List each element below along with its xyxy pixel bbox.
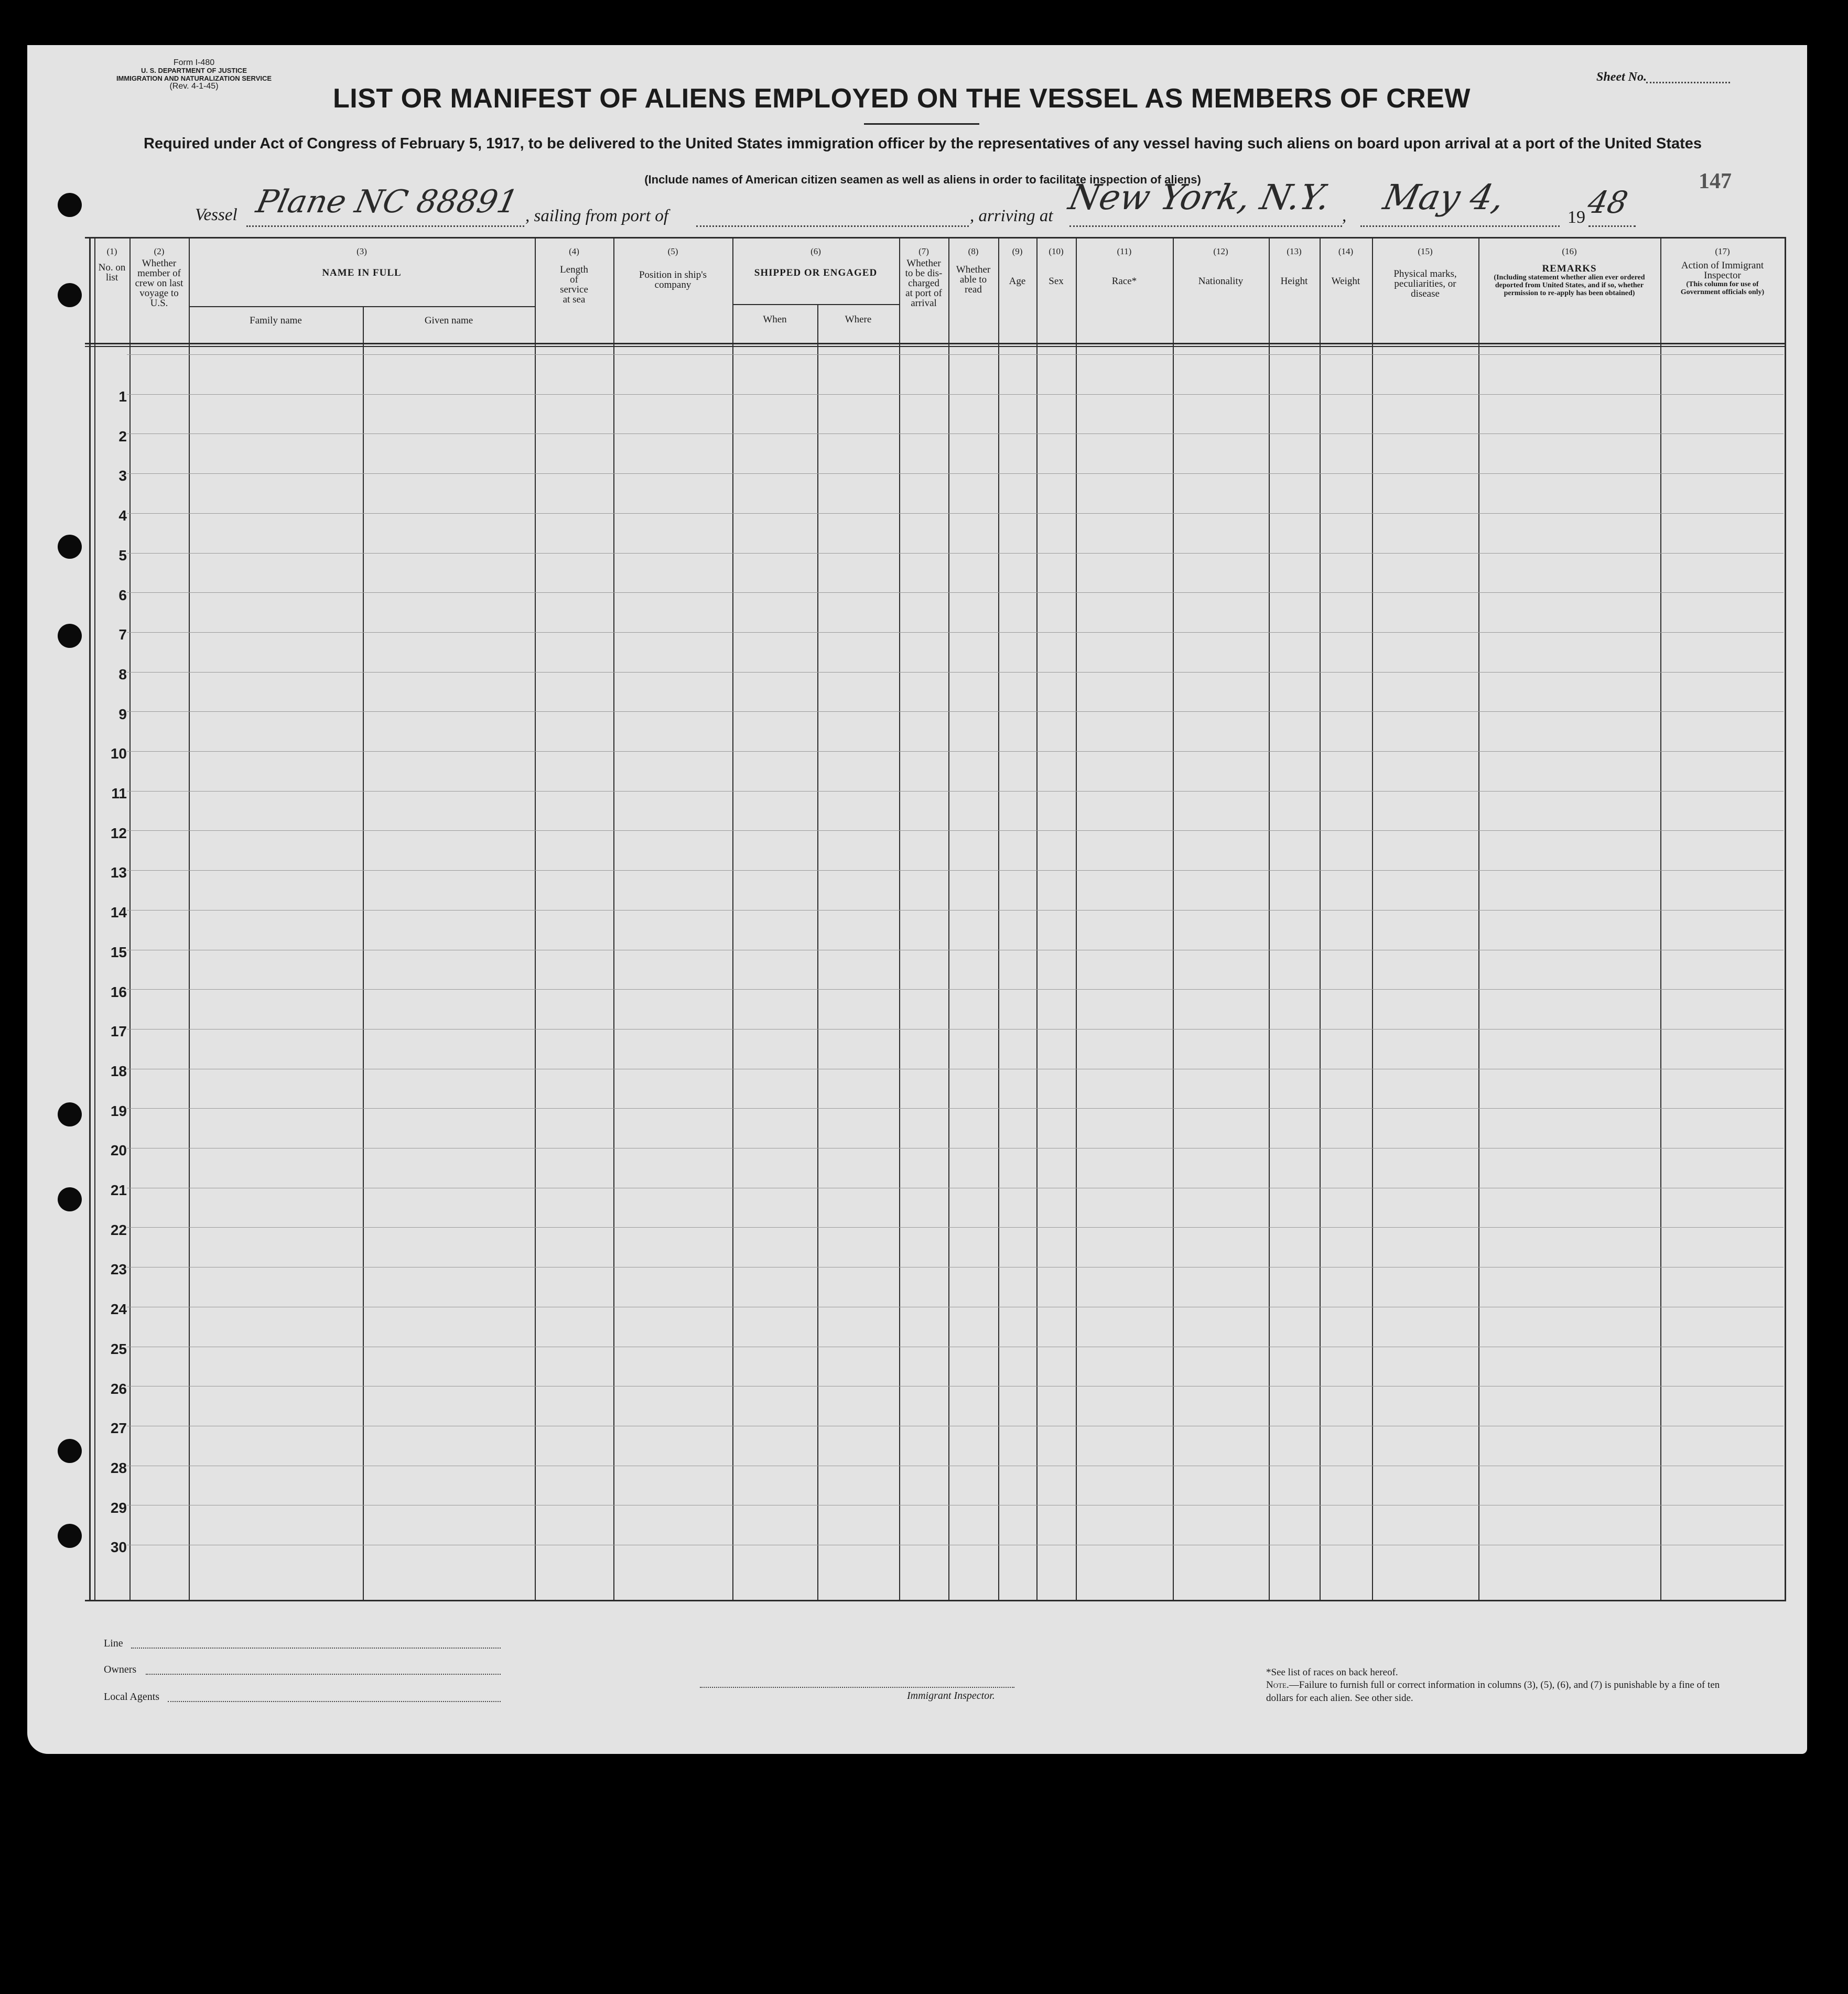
- row-number: 5: [118, 547, 127, 563]
- row-number: 7: [118, 626, 127, 643]
- col-8-label: Whether able to read: [956, 264, 991, 295]
- col-1-header: [94, 246, 129, 283]
- service-name: IMMIGRATION AND NATURALIZATION SERVICE: [116, 74, 272, 82]
- col-5-number: (5): [667, 246, 678, 256]
- col-7-number: (7): [918, 246, 929, 256]
- given-name-subheader: Given name: [424, 315, 473, 326]
- col-4-number: (4): [569, 246, 579, 256]
- column-rule: [1478, 237, 1479, 1600]
- column-rule: [1785, 237, 1786, 1600]
- col-10-number: (10): [1049, 246, 1064, 256]
- row-rule: [127, 1108, 1784, 1109]
- column-rule: [89, 237, 91, 1600]
- punch-hole: [58, 1187, 82, 1211]
- col-9-header: [998, 246, 1036, 286]
- col-3-number: (3): [356, 246, 367, 256]
- col-15-header: [1372, 246, 1478, 299]
- col-10-label: Sex: [1049, 276, 1064, 287]
- line-label: Line: [104, 1638, 123, 1649]
- row-number: 24: [110, 1301, 127, 1318]
- page-title: LIST OR MANIFEST OF ALIENS EMPLOYED ON THE VESSEL AS MEMBERS OF CREW: [333, 83, 1471, 114]
- where-subheader: Where: [845, 314, 872, 325]
- punch-hole: [58, 193, 82, 217]
- vessel-label: Vessel: [195, 205, 237, 224]
- title-underline: [864, 123, 979, 125]
- col-8-header: [948, 246, 998, 295]
- col-11-header: [1076, 246, 1173, 286]
- row-number: 18: [110, 1063, 127, 1079]
- col-8-number: (8): [968, 246, 979, 256]
- row-rule: [127, 989, 1784, 990]
- year-field-line: [1588, 225, 1636, 227]
- row-number: 2: [118, 428, 127, 445]
- col-17-label: Action of Immigrant Inspector: [1681, 260, 1764, 281]
- when-subheader: When: [763, 314, 787, 325]
- row-rule: [127, 632, 1784, 633]
- col-3-label: NAME IN FULL: [322, 267, 402, 278]
- row-number: 13: [110, 864, 127, 881]
- requirement-text: Required under Act of Congress of February 5, 1917, to be delivered to the United States immigration officer by the representatives of any vessel having such aliens on board upon arrival at a port of the United States: [143, 135, 1702, 152]
- date-field-line: [1360, 225, 1560, 227]
- col-16-header: [1478, 246, 1660, 297]
- column-rule: [1173, 237, 1174, 1600]
- row-rule: [127, 751, 1784, 752]
- column-rule: [732, 237, 733, 1600]
- owners-label: Owners: [104, 1664, 137, 1675]
- table-bottom-rule: [85, 1600, 1786, 1601]
- department-name: U. S. DEPARTMENT OF JUSTICE: [141, 67, 247, 74]
- row-rule: [127, 870, 1784, 871]
- col-9-label: Age: [1009, 276, 1026, 287]
- header-bottom-rule: [85, 343, 1786, 344]
- arrival-year-field[interactable]: 48: [1584, 185, 1631, 220]
- col-12-number: (12): [1213, 246, 1228, 256]
- row-rule: [127, 672, 1784, 673]
- col-5-header: [613, 246, 732, 290]
- family-name-subheader: Family name: [250, 315, 302, 326]
- row-rule: [127, 830, 1784, 831]
- column-rule: [189, 237, 190, 1600]
- col-6-header: [732, 246, 899, 278]
- line-field[interactable]: [131, 1648, 501, 1649]
- shipped-subheader-rule: [732, 304, 899, 305]
- punch-hole: [58, 1439, 82, 1463]
- row-number: 4: [118, 507, 127, 524]
- row-rule: [127, 394, 1784, 395]
- table-top-rule: [85, 237, 1786, 239]
- owners-field[interactable]: [146, 1674, 501, 1675]
- col-16-note: (Including statement whether alien ever ordered deported from United States, and if so, whether permission to re-apply has been obtained): [1494, 274, 1645, 297]
- sheet-number-field[interactable]: [1646, 82, 1730, 83]
- column-rule: [1660, 237, 1661, 1600]
- vessel-field-line: [246, 225, 524, 227]
- col-16-number: (16): [1562, 246, 1577, 256]
- col-10-header: [1036, 246, 1076, 286]
- col-11-label: Race*: [1111, 276, 1137, 287]
- sailing-label: , sailing from port of: [525, 207, 668, 225]
- column-rule: [998, 237, 999, 1600]
- row-number: 3: [118, 468, 127, 484]
- row-number: 16: [110, 983, 127, 1000]
- col-14-number: (14): [1338, 246, 1354, 256]
- local-agents-field[interactable]: [168, 1701, 501, 1702]
- col-13-header: [1269, 246, 1320, 286]
- row-rule: [127, 354, 1784, 355]
- column-rule: [535, 237, 536, 1600]
- row-number: 27: [110, 1420, 127, 1437]
- arriving-port-field[interactable]: New York, N.Y.: [1065, 177, 1334, 218]
- form-revision: (Rev. 4-1-45): [169, 82, 219, 91]
- year-prefix: 19: [1568, 208, 1585, 227]
- inspector-signature-field[interactable]: [700, 1687, 1014, 1688]
- column-rule: [1320, 237, 1321, 1600]
- arriving-field-line: [1069, 225, 1342, 227]
- col-7-label: Whether to be dis-charged at port of arrival: [905, 258, 943, 309]
- col-12-header: [1173, 246, 1269, 286]
- row-rule: [127, 791, 1784, 792]
- row-number: 14: [110, 904, 127, 921]
- row-number: 1: [118, 388, 127, 405]
- arrival-date-field[interactable]: May 4,: [1379, 177, 1508, 218]
- row-number: 17: [110, 1023, 127, 1040]
- row-rule: [127, 513, 1784, 514]
- row-number: 11: [111, 785, 127, 801]
- col-14-header: [1320, 246, 1372, 286]
- column-rule: [1269, 237, 1270, 1600]
- row-number: 8: [118, 666, 127, 682]
- col-7-header: [899, 246, 948, 308]
- local-agents-label: Local Agents: [104, 1691, 160, 1703]
- row-rule: [127, 473, 1784, 474]
- row-number: 21: [110, 1182, 127, 1198]
- column-rule: [817, 304, 818, 1600]
- row-number: 28: [110, 1459, 127, 1476]
- page-number: 147: [1699, 169, 1732, 193]
- punch-hole: [58, 1524, 82, 1548]
- header-bottom-rule-2: [85, 346, 1786, 347]
- row-number: 20: [110, 1142, 127, 1159]
- note-label: Note.: [1266, 1679, 1289, 1690]
- col-13-number: (13): [1287, 246, 1302, 256]
- note-text: —Failure to furnish full or correct information in columns (3), (5), (6), and (7) is punishable by a fine of ten dollars for each alien. See other side.: [1266, 1679, 1720, 1704]
- punch-hole: [58, 535, 82, 559]
- row-number: 29: [110, 1499, 127, 1516]
- column-rule: [1372, 237, 1373, 1600]
- col-4-label: Length of service at sea: [560, 264, 588, 305]
- row-number: 25: [110, 1340, 127, 1357]
- col-17-header: [1660, 246, 1785, 296]
- col-2-label: Whether member of crew on last voyage to U.S.: [135, 258, 183, 309]
- punch-hole: [58, 1102, 82, 1126]
- column-rule: [899, 237, 900, 1600]
- column-rule: [1036, 237, 1038, 1600]
- column-rule: [363, 306, 364, 1600]
- name-subheader-rule: [189, 306, 535, 307]
- inspector-label: Immigrant Inspector.: [907, 1690, 995, 1702]
- row-rule: [127, 910, 1784, 911]
- col-2-number: (2): [154, 246, 165, 256]
- col-1-label: No. on list: [98, 262, 126, 283]
- col-15-label: Physical marks, peculiarities, or disease: [1393, 268, 1457, 299]
- col-9-number: (9): [1012, 246, 1023, 256]
- col-15-number: (15): [1418, 246, 1433, 256]
- form-number: Form I-480: [173, 58, 215, 67]
- col-6-number: (6): [810, 246, 821, 256]
- col-13-label: Height: [1280, 276, 1308, 287]
- row-rule: [127, 1227, 1784, 1228]
- col-11-number: (11): [1117, 246, 1132, 256]
- row-number: 22: [110, 1221, 127, 1238]
- col-16-label: REMARKS: [1542, 263, 1597, 274]
- col-4-header: [535, 246, 613, 305]
- row-number: 12: [110, 825, 127, 841]
- row-number: 10: [110, 745, 127, 762]
- penalty-note: [1266, 1678, 1738, 1705]
- punch-hole: [58, 624, 82, 648]
- row-number: 9: [118, 706, 127, 722]
- row-number: 19: [110, 1102, 127, 1119]
- row-number: 6: [118, 587, 127, 603]
- row-number: 15: [110, 944, 127, 960]
- races-note: *See list of races on back hereof.: [1266, 1667, 1398, 1678]
- col-12-label: Nationality: [1198, 276, 1244, 287]
- col-3-header: [189, 246, 535, 278]
- punch-hole: [58, 283, 82, 307]
- row-number: 30: [110, 1539, 127, 1556]
- arriving-comma: ,: [1342, 207, 1347, 225]
- row-number: 23: [110, 1261, 127, 1278]
- col-5-label: Position in ship's company: [639, 269, 707, 290]
- column-rule: [613, 237, 614, 1600]
- col-14-label: Weight: [1331, 276, 1360, 287]
- include-note: (Include names of American citizen seamen as well as aliens in order to facilitate inspection of aliens): [644, 173, 1201, 186]
- crew-manifest-table: [85, 237, 1786, 1602]
- vessel-name-field[interactable]: Plane NC 88891: [253, 183, 522, 220]
- col-17-note: (This column for use of Government officials only): [1680, 280, 1765, 296]
- row-rule: [127, 592, 1784, 593]
- col-2-header: [129, 246, 189, 308]
- col-1-number: (1): [106, 246, 117, 256]
- sailing-port-field[interactable]: [696, 225, 969, 227]
- col-6-label: SHIPPED OR ENGAGED: [754, 267, 878, 278]
- col-17-number: (17): [1715, 246, 1730, 256]
- sheet-number-label: Sheet No.: [1596, 70, 1647, 84]
- arriving-label: , arriving at: [970, 207, 1053, 225]
- row-number: 26: [110, 1380, 127, 1397]
- row-rule: [127, 711, 1784, 712]
- column-rule: [129, 237, 131, 1600]
- column-rule: [1076, 237, 1077, 1600]
- column-rule: [948, 237, 949, 1600]
- row-rule: [127, 553, 1784, 554]
